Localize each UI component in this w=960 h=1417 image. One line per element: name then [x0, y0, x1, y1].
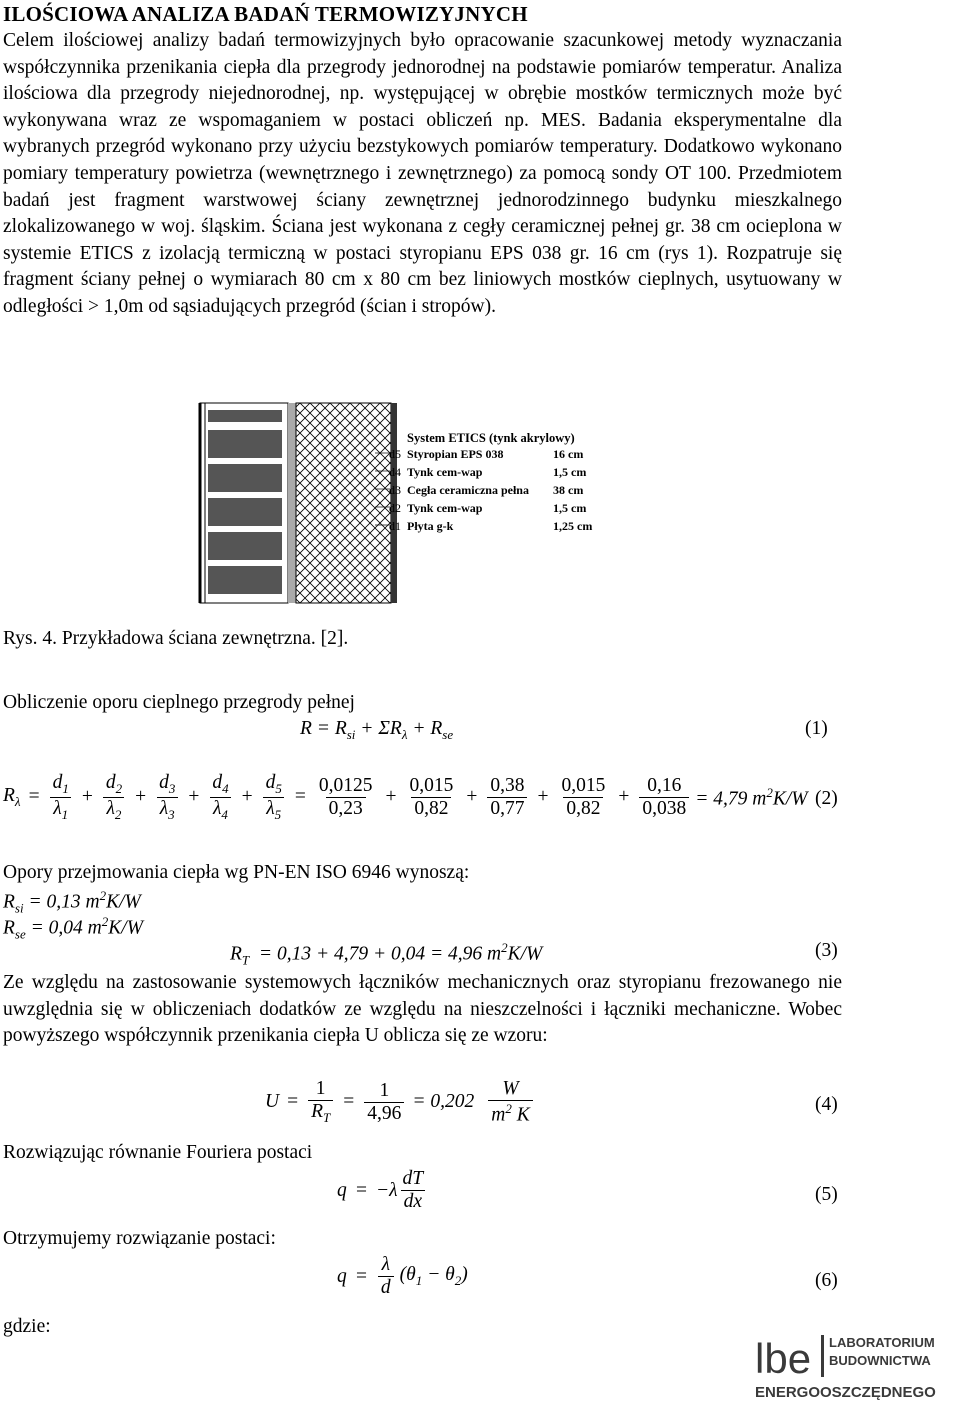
rsi-line: $R_{si} = 0,13$ $m^2K/W$	[3, 888, 141, 916]
equation-2: $R_\lambda$ = $\frac{d_1}{\lambda_1}$ + $\frac{d_2}{\lambda_2}$ + $\frac{d_3}{\lambda_3}$ + $\frac{d_4}{\lambda_4}$ + $\frac{d_5}{\lambda_5}$ = $\frac{0,0125}{0,23}$ + $\frac{0,015}{0,82}$ + $\frac{0,38}{0,77}$ + $\frac{0,015}{0,82}$ + $\frac{0,16}{0,038}$ = 4,79 $m^2K/W$	[3, 772, 808, 822]
eq2-den: 0,82	[563, 797, 603, 820]
eq-number: (4)	[815, 1094, 838, 1115]
fourier-text: Rozwiązując równanie Fouriera postaci	[3, 1142, 313, 1163]
layer-d-label: d1	[389, 519, 401, 533]
eq4-result: = 0,202	[412, 1091, 475, 1113]
where-text: gdzie:	[3, 1316, 51, 1337]
eq2-num: 0,015	[409, 774, 454, 796]
eq2-num: 0,16	[647, 774, 682, 796]
eq2-den: 0,77	[487, 797, 527, 820]
layer-thickness: 1,5 cm	[553, 501, 587, 515]
equation-1: $R = R_{si} + \Sigma R_\lambda + R_{se}$	[300, 718, 454, 742]
eq2-den: 0,038	[639, 797, 689, 820]
svg-text:BUDOWNICTWA: BUDOWNICTWA	[829, 1353, 931, 1368]
layer-name: Tynk cem-wap	[407, 501, 483, 515]
layer-thickness: 16 cm	[553, 447, 584, 461]
layer-thickness: 1,5 cm	[553, 465, 587, 479]
eq2-num: 0,0125	[318, 774, 373, 796]
figure-caption: Rys. 4. Przykładowa ściana zewnętrzna. [2].	[3, 628, 349, 649]
section-title: ILOŚCIOWA ANALIZA BADAŃ TERMOWIZYJNYCH	[3, 2, 528, 26]
layer-name: Płyta g-k	[407, 519, 454, 533]
svg-text:ENERGOOSZCZĘDNEGO: ENERGOOSZCZĘDNEGO	[755, 1384, 936, 1401]
eq2-den: 0,23	[326, 797, 366, 820]
eq2-num: 0,38	[490, 774, 525, 796]
opory-text: Opory przejmowania ciepła wg PN-EN ISO 6946 wynoszą:	[3, 862, 470, 883]
figure-heading: System ETICS (tynk akrylowy)	[407, 431, 575, 445]
equation-5: q = −λ $\frac{dT}{dx}$	[337, 1168, 424, 1212]
eq2-result: = 4,79 m	[695, 788, 767, 810]
eq-number: (3)	[815, 940, 838, 961]
layer-d-label: d4	[389, 465, 401, 479]
layer-d-label: d3	[389, 483, 401, 497]
brick-courses	[208, 410, 282, 594]
layer-d-label: d2	[389, 501, 401, 515]
paragraph-2: Ze względu na zastosowanie systemowych łączników mechanicznych oraz styropianu frezowanego nie uwzględnia się w obliczeniach dodatków ze względu na nieszczelności i łączniki mechaniczne. Wobec powyższego współczynnik przenikania ciepła U oblicza się ze wzoru:	[3, 972, 842, 1047]
lbe-logo	[755, 1325, 955, 1410]
eq2-num: 0,015	[561, 774, 606, 796]
svg-text:LABORATORIUM: LABORATORIUM	[829, 1335, 935, 1350]
eq-number: (2)	[815, 788, 838, 809]
calc-intro: Obliczenie oporu cieplnego przegrody pełnej	[3, 692, 355, 713]
layer-name: Styropian EPS 038	[407, 447, 504, 461]
equation-3: $R_T = 0,13 + 4,79 + 0,04 = 4,96$ $m^2K/W$	[230, 940, 543, 968]
eq2-den: 0,82	[411, 797, 451, 820]
wall-section-figure	[175, 398, 615, 608]
equation-4: U = $\frac{1}{R_T}$ = $\frac{1}{4,96}$ = 0,202 $\frac{W}{m^2 K}$	[265, 1078, 535, 1127]
equation-6: q = $\frac{\lambda}{d}$ $(\theta_1 - \theta_2)$	[337, 1254, 468, 1298]
layer-name: Cegła ceramiczna pełna	[407, 483, 529, 497]
rse-line: $R_{se} = 0,04$ $m^2K/W$	[3, 914, 143, 942]
layer-name: Tynk cem-wap	[407, 465, 483, 479]
layer-thickness: 38 cm	[553, 483, 584, 497]
solution-text: Otrzymujemy rozwiązanie postaci:	[3, 1228, 276, 1249]
layer-thickness: 1,25 cm	[553, 519, 593, 533]
eq-number: (6)	[815, 1270, 838, 1291]
eq2-unit: K/W	[772, 788, 808, 810]
eq-number: (5)	[815, 1184, 838, 1205]
layer-d-label: d5	[389, 447, 401, 461]
intro-paragraph: Celem ilościowej analizy badań termowizyjnych było opracowanie szacunkowej metody wyznaczania współczynnika przenikania ciepła dla przegrody jednorodnej na podstawie pomiarów temperatur. Analiza ilościowa dla przegrody niejednorodnej, np. występującej w obrębie mostków termicznych może być wykonywana wraz ze wspomaganiem w postaci obliczeń np. MES. Badania eksperymentalne dla wybranych przegród wykonano przy użyciu bezstykowych pomiarów temperatury. Dodatkowo wykonano pomiary temperatury powietrza (wewnętrznego i zewnętrznego) za pomocą sondy OT 100. Przedmiotem badań jest fragment warstwowej ściany zewnętrznej jednorodzinnego budynku mieszkalnego zlokalizowanego w woj. śląskim. Ściana jest wykonana z cegły ceramicznej pełnej gr. 38 cm ocieplona w systemie ETICS z izolacją termiczną w postaci styropianu EPS 038 gr. 16 cm (rys 1). Rozpatruje się fragment ściany pełnej o wymiarach 80 cm x 80 cm bez liniowych mostków cieplnych, usytuowany w odległości > 1,0m od sąsiadujących przegród (ścian i stropów).	[3, 30, 842, 317]
eq-number: (1)	[805, 718, 828, 739]
svg-text:lbe: lbe	[755, 1335, 812, 1382]
